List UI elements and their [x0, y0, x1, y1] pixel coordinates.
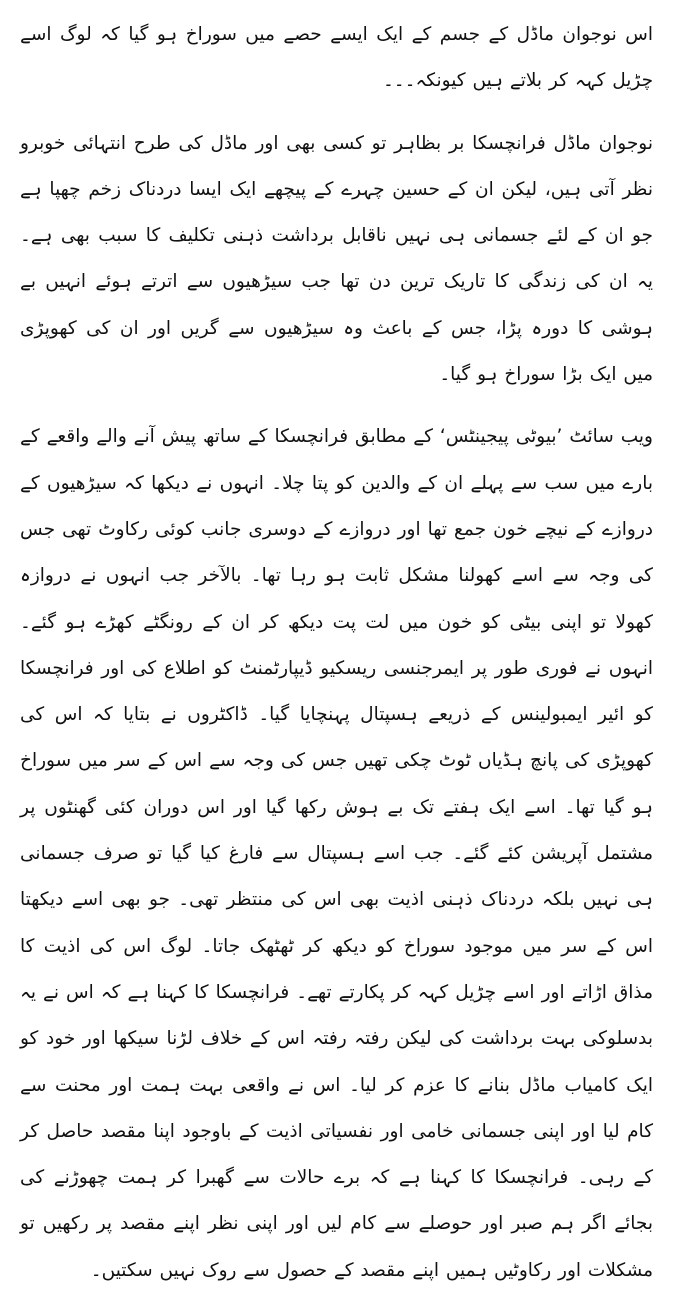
headline-paragraph: اس نوجوان ماڈل کے جسم کے ایک ایسے حصے میں سوراخ ہو گیا کہ لوگ اسے چڑیل کہہ کر بلاتے ہیں کیونکہ۔۔۔: [20, 24, 653, 92]
body-paragraph: ویب سائٹ ’بیوٹی پیجینٹس‘ کے مطابق فرانچسکا کے ساتھ پیش آنے والے واقعے کے بارے میں سب سے پہلے ان کے والدین کو پتا چلا۔ انہوں نے دیکھا کہ سیڑھیوں کے دروازے کے نیچے خون جمع تھا اور دروازے کے دوسری جانب کوئی رکاوٹ تھی جس کی وجہ سے اسے کھولنا مشکل ثابت ہو رہا تھا۔ بالآخر جب انہوں نے دروازہ کھولا تو اپنی بیٹی کو خون میں لت پت دیکھ کر ان کے رونگٹے کھڑے ہو گئے۔ انہوں نے فوری طور پر ایمرجنسی ریسکیو ڈیپارٹمنٹ کو اطلاع کی اور فرانچسکا کو ائیر ایمبولینس کے ذریعے ہسپتال پہنچایا گیا۔ ڈاکٹروں نے بتایا کہ اس کی کھوپڑی کی پانچ ہڈیاں ٹوٹ چکی تھیں جس کی وجہ سے اس کے سر میں سوراخ ہو گیا تھا۔ اسے ایک ہفتے تک بے ہوش رکھا گیا اور اس دوران کئی گھنٹوں پر مشتمل آپریشن کئے گئے۔ جب اسے ہسپتال سے فارغ کیا گیا تو صرف جسمانی ہی نہیں بلکہ دردناک ذہنی اذیت بھی اس کی منتظر تھی۔ جو بھی اسے دیکھتا اس کے سر میں موجود سوراخ کو دیکھ کر ٹھٹھک جاتا۔ لوگ اس کی اذیت کا مذاق اڑاتے اور اسے چڑیل کہہ کر پکارتے تھے۔ فرانچسکا کا کہنا ہے کہ اس نے یہ بدسلوکی بہت برداشت کی لیکن رفتہ رفتہ اس کے خلاف لڑنا سیکھا اور خود کو ایک کامیاب ماڈل بنانے کا عزم کر لیا۔ اس نے واقعی بہت ہمت اور محنت سے کام لیا اور اپنی جسمانی خامی اور نفسیاتی اذیت کے باوجود اپنا مقصد حاصل کر کے رہی۔ فرانچسکا کا کہنا ہے کہ برے حالات سے گھبرا کر ہمت چھوڑنے کی بجائے اگر ہم صبر اور حوصلے سے کام لیں اور اپنی نظر اپنے مقصد پر رکھیں تو مشکلات اور رکاوٹیں ہمیں اپنے مقصد کے حصول سے روک نہیں سکتیں۔: [20, 426, 653, 1281]
intro-paragraph: نوجوان ماڈل فرانچسکا بر بظاہر تو کسی بھی اور ماڈل کی طرح انتہائی خوبرو نظر آتی ہیں، لیکن ان کے حسین چہرے کے پیچھے ایک ایسا دردناک زخم چھپا ہے جو ان کے لئے جسمانی ہی نہیں ناقابل برداشت ذہنی تکلیف کا سبب بھی ہے۔ یہ ان کی زندگی کا تاریک ترین دن تھا جب سیڑھیوں سے اترتے ہوئے انہیں بے ہوشی کا دورہ پڑا، جس کے باعث وہ سیڑھیوں سے گریں اور ان کی کھوپڑی میں ایک بڑا سوراخ ہو گیا۔: [20, 132, 653, 386]
